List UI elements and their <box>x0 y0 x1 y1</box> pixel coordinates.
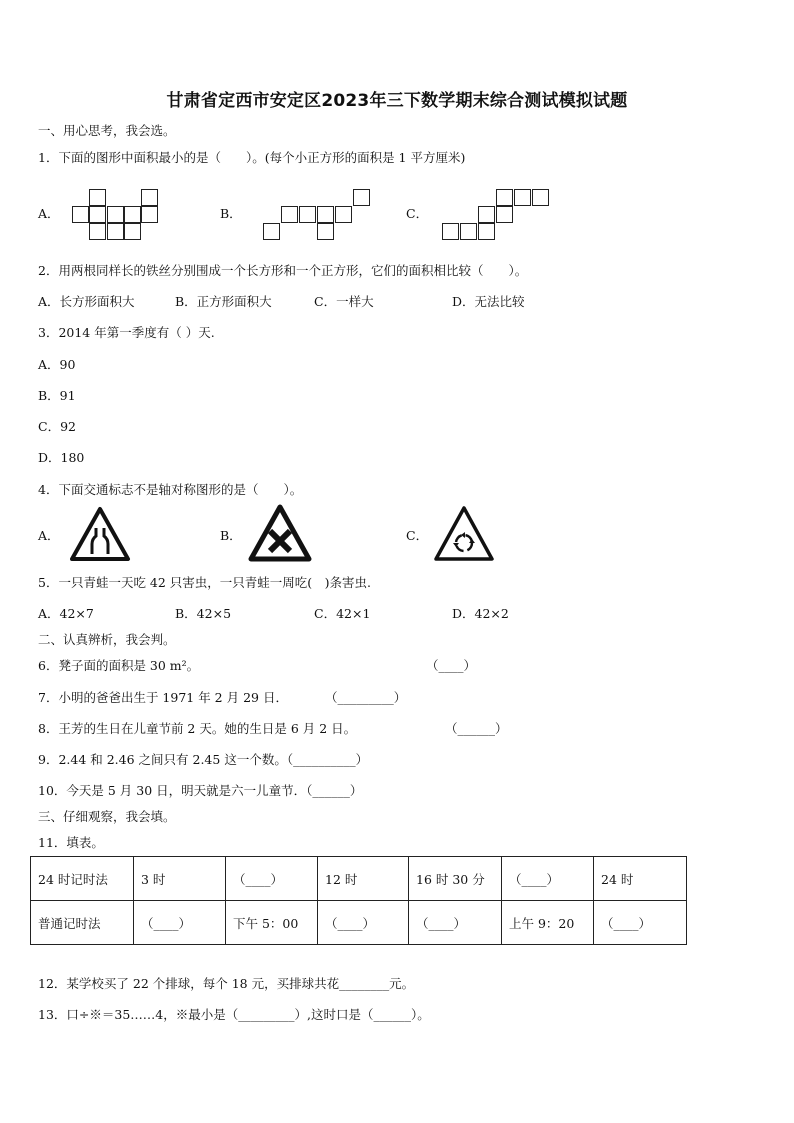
table-cell: 3 时 <box>134 857 226 901</box>
q1-option-b-label[interactable]: B． <box>220 206 242 221</box>
q4-option-b-label[interactable]: B． <box>220 528 242 543</box>
q1-figure-b <box>263 189 373 242</box>
q4-option-a-label[interactable]: A． <box>38 528 60 543</box>
q7-answer-blank[interactable]: （_________） <box>325 690 407 705</box>
table-row <box>31 857 687 901</box>
q2-option-a[interactable]: A．长方形面积大 <box>38 294 135 309</box>
q1-figure-a <box>72 189 162 242</box>
q2-option-c[interactable]: C．一样大 <box>314 294 374 309</box>
page-title: 甘肃省定西市安定区2023年三下数学期末综合测试模拟试题 <box>166 91 628 111</box>
q5-option-a[interactable]: A．42×7 <box>38 606 94 621</box>
q10-stem[interactable]: 10．今天是 5 月 30 日，明天就是六一儿童节．（______） <box>38 783 363 798</box>
q3-stem: 3．2014 年第一季度有（ ）天. <box>38 325 215 340</box>
roundabout-sign-icon <box>433 505 495 562</box>
q1-option-c-label[interactable]: C． <box>406 206 429 221</box>
q1-stem: 1．下面的图形中面积最小的是（ ）。(每个小正方形的面积是 1 平方厘米) <box>38 150 466 165</box>
table-cell-blank[interactable]: （____） <box>502 857 594 901</box>
q5-stem: 5．一只青蛙一天吃 42 只害虫，一只青蛙一周吃( )条害虫. <box>38 575 372 590</box>
q3-option-a[interactable]: A．90 <box>38 357 76 372</box>
q6-stem: 6．凳子面的面积是 30 m²。 <box>38 658 200 673</box>
table-cell-blank[interactable]: （____） <box>409 901 502 945</box>
table-row <box>31 901 687 945</box>
q3-option-c[interactable]: C．92 <box>38 419 76 434</box>
table-cell: 16 时 30 分 <box>409 857 502 901</box>
section-1-heading: 一、用心思考，我会选。 <box>38 123 176 138</box>
table-cell-blank[interactable]: （____） <box>134 901 226 945</box>
table-cell: 24 时 <box>594 857 687 901</box>
q7-stem: 7．小明的爸爸出生于 1971 年 2 月 29 日． <box>38 690 288 705</box>
q5-option-c[interactable]: C．42×1 <box>314 606 371 621</box>
q5-option-b[interactable]: B．42×5 <box>175 606 232 621</box>
q4-option-c-label[interactable]: C． <box>406 528 429 543</box>
q1-option-a-label[interactable]: A． <box>38 206 60 221</box>
table-cell: 上午 9：20 <box>502 901 594 945</box>
q4-stem: 4．下面交通标志不是轴对称图形的是（ ）。 <box>38 482 303 497</box>
q11-stem: 11．填表。 <box>38 835 104 850</box>
q5-option-d[interactable]: D．42×2 <box>452 606 509 621</box>
q8-stem: 8．王芳的生日在儿童节前 2 天。她的生日是 6 月 2 日。 <box>38 721 357 736</box>
q2-option-b[interactable]: B．正方形面积大 <box>175 294 272 309</box>
q12-stem[interactable]: 12．某学校买了 22 个排球，每个 18 元，买排球共花________元。 <box>38 976 415 991</box>
q13-stem[interactable]: 13．口÷※＝35……4，※最小是（_________）,这时口是（______）。 <box>38 1007 430 1022</box>
table-cell: 普通记时法 <box>31 901 134 945</box>
table-cell: 24 时记时法 <box>31 857 134 901</box>
section-2-heading: 二、认真辨析，我会判。 <box>38 632 176 647</box>
table-cell: 下午 5：00 <box>226 901 318 945</box>
table-cell: 12 时 <box>318 857 409 901</box>
time-conversion-table <box>30 856 687 945</box>
crossroad-x-sign-icon <box>248 504 312 562</box>
table-cell-blank[interactable]: （____） <box>318 901 409 945</box>
q9-stem[interactable]: 9．2.44 和 2.46 之间只有 2.45 这一个数。（__________） <box>38 752 369 767</box>
table-cell-blank[interactable]: （____） <box>226 857 318 901</box>
q8-answer-blank[interactable]: （______） <box>445 721 508 736</box>
q6-answer-blank[interactable]: （____） <box>426 658 477 673</box>
q2-option-d[interactable]: D．无法比较 <box>452 294 525 309</box>
table-cell-blank[interactable]: （____） <box>594 901 687 945</box>
q3-option-b[interactable]: B．91 <box>38 388 76 403</box>
q2-stem: 2．用两根同样长的铁丝分别围成一个长方形和一个正方形，它们的面积相比较（ ）。 <box>38 263 528 278</box>
q3-option-d[interactable]: D．180 <box>38 450 85 465</box>
narrowing-road-sign-icon <box>69 506 131 562</box>
section-3-heading: 三、仔细观察，我会填。 <box>38 809 176 824</box>
q1-figure-c <box>442 189 550 242</box>
